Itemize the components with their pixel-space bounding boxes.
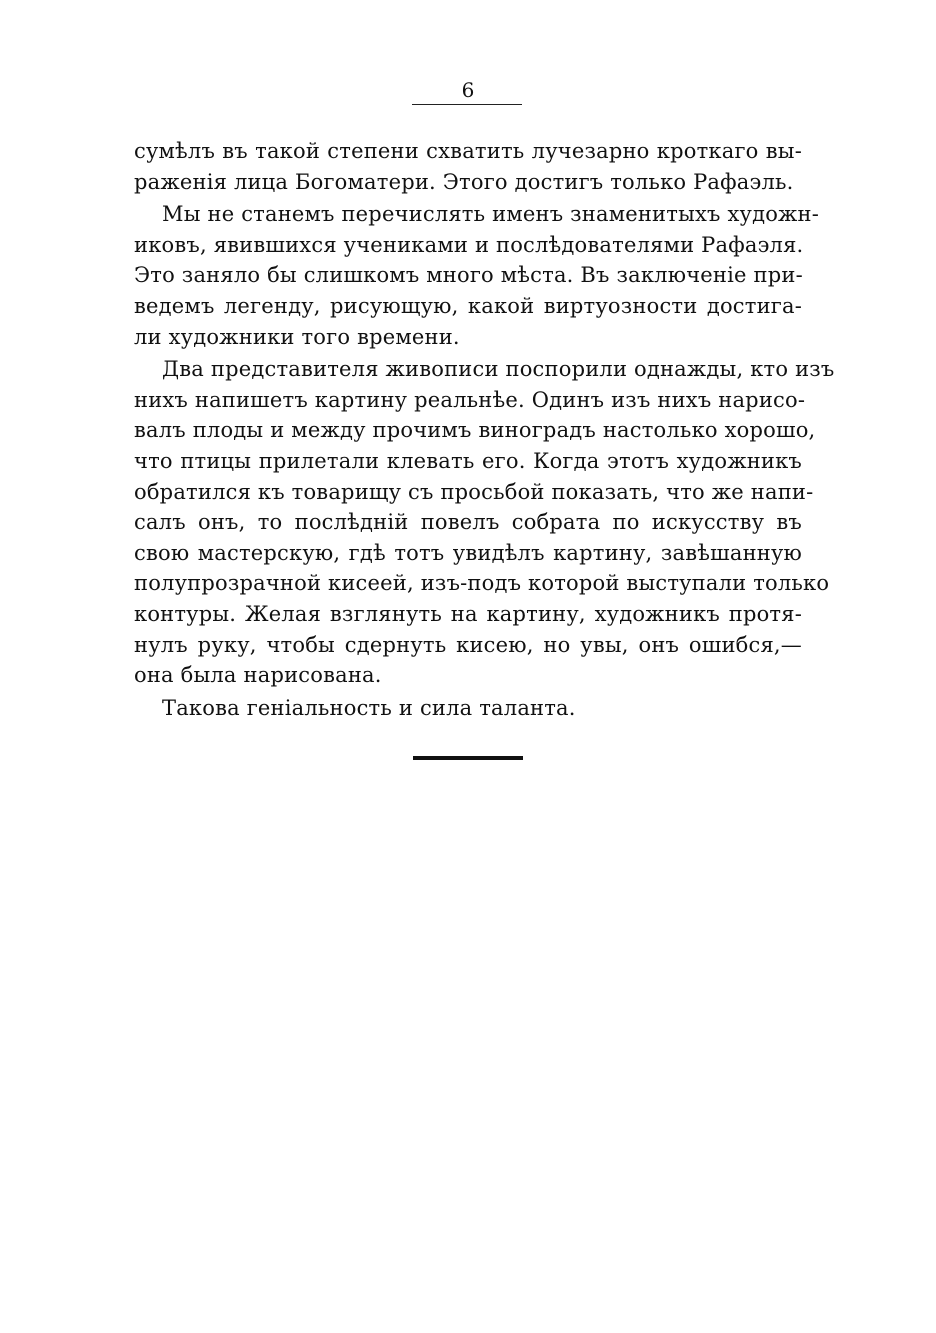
text-line: ли художники того времени. <box>134 324 460 349</box>
text-line: валъ плоды и между прочимъ виноградъ настолько хорошо, <box>134 418 816 443</box>
text-line: салъ онъ, то послѣдній повелъ собрата по искусству въ <box>134 510 802 535</box>
text-line: полупрозрачной кисеей, изъ-подъ которой выступали только <box>134 571 830 596</box>
text-line: Такова геніальность и сила таланта. <box>162 695 576 720</box>
text-line: что птицы прилетали клевать его. Когда этотъ художникъ <box>134 448 802 473</box>
text-line: контуры. Желая взглянуть на картину, художникъ протя- <box>134 601 802 626</box>
text-line: нихъ напишетъ картину реальнѣе. Одинъ изъ нихъ нарисо- <box>134 387 806 412</box>
text-line: Два представителя живописи поспорили однажды, кто изъ <box>162 357 835 382</box>
text-line: сумѣлъ въ такой степени схватить лучезарно кроткаго вы- <box>134 139 802 163</box>
text-line: свою мастерскую, гдѣ тотъ увидѣлъ картину, завѣшанную <box>134 540 802 565</box>
body-text <box>134 136 835 723</box>
text-line: она была нарисована. <box>134 663 382 688</box>
text-line: обратился къ товарищу съ просьбой показать, что же напи- <box>134 479 814 504</box>
text-line: Это заняло бы слишкомъ много мѣста. Въ заключеніе при- <box>134 263 803 288</box>
header-rule <box>412 104 522 105</box>
text-line: раженія лица Богоматери. Этого достигъ только Рафаэль. <box>134 169 794 194</box>
text-line: Мы не станемъ перечислять именъ знаменитыхъ художн- <box>162 202 820 227</box>
text-line: ведемъ легенду, рисующую, какой виртуозности достига- <box>134 293 802 318</box>
text-line: иковъ, явившихся учениками и послѣдователями Рафаэля. <box>134 232 804 257</box>
text-line: нулъ руку, чтобы сдернуть кисею, но увы, онъ ошибся,— <box>134 632 802 657</box>
end-rule <box>413 756 523 760</box>
page-number: 6 <box>461 78 475 102</box>
